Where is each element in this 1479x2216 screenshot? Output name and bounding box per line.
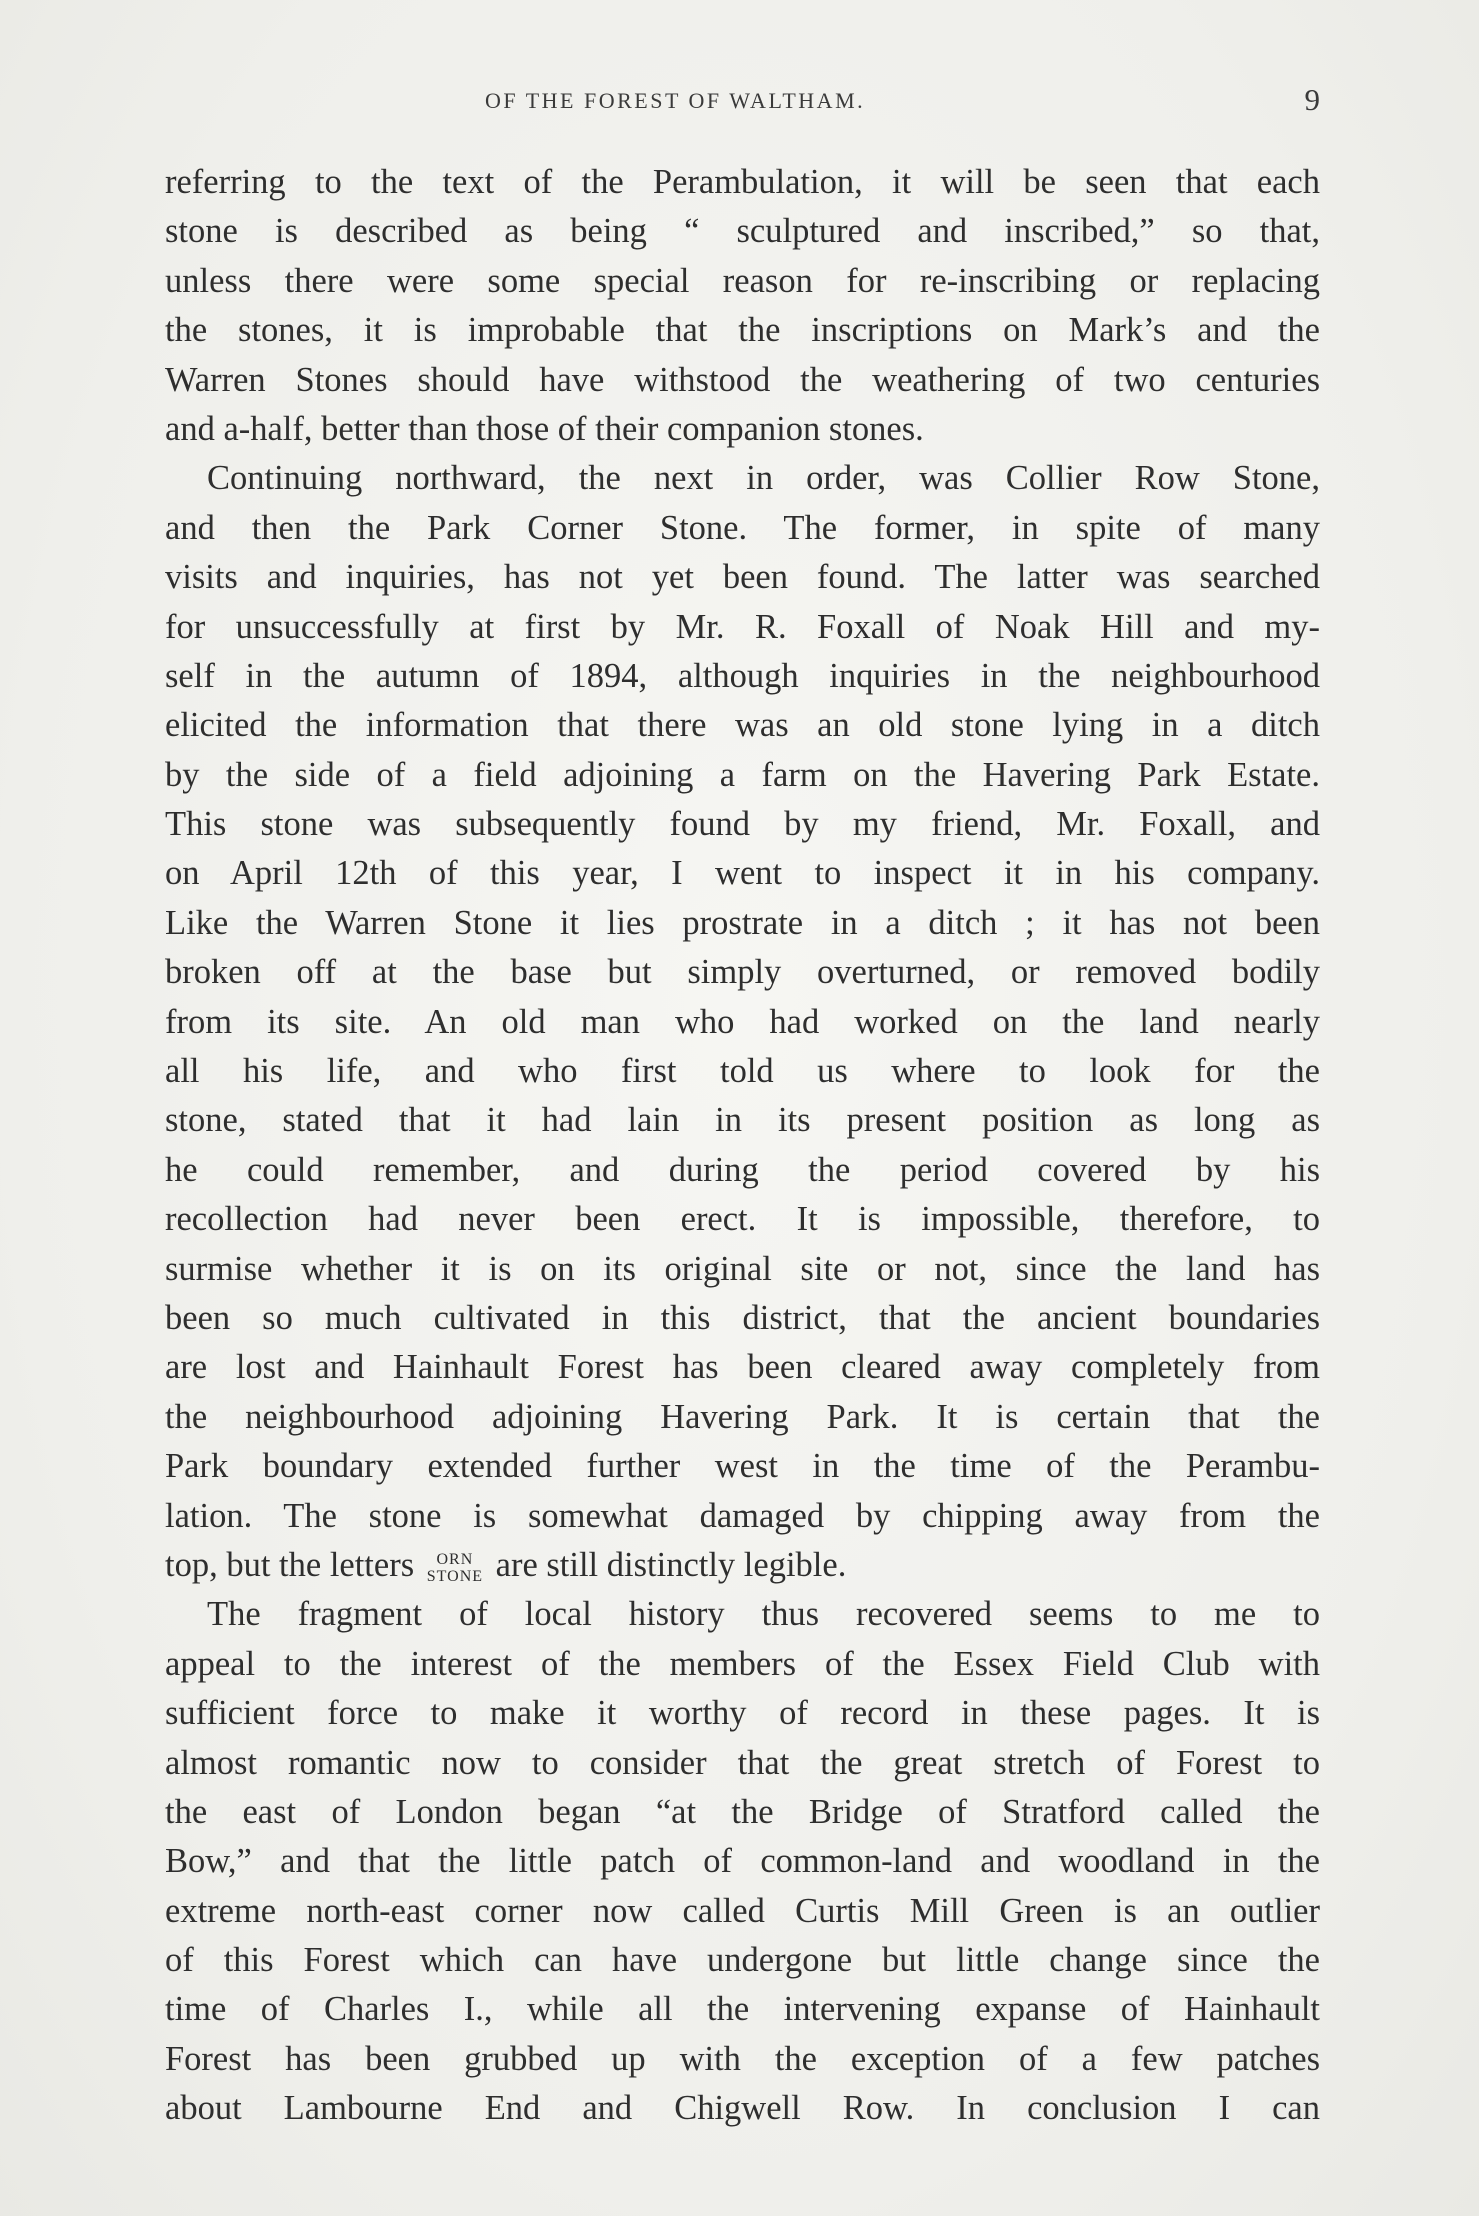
text-line: the stones, it is improbable that the inscriptions on Mark’s and the — [165, 311, 1320, 350]
text-line: Park boundary extended further west in the time of the Perambu- — [165, 1447, 1320, 1486]
text-line: extreme north-east corner now called Curtis Mill Green is an outlier — [165, 1891, 1320, 1930]
inscription-line — [165, 1541, 1320, 1590]
text-line: Forest has been grubbed up with the exception of a few patches — [165, 2039, 1320, 2078]
body-text — [165, 158, 1320, 2134]
inscription-bottom: STONE — [426, 1567, 484, 1585]
text-line: been so much cultivated in this district, that the ancient boundaries — [165, 1298, 1320, 1337]
text-line: by the side of a field adjoining a farm on the Havering Park Estate. — [165, 755, 1320, 794]
text-line: visits and inquiries, has not yet been found. The latter was searched — [165, 558, 1320, 597]
text-line: lation. The stone is somewhat damaged by chipping away from the — [165, 1496, 1320, 1535]
running-head: OF THE FOREST OF WALTHAM. — [485, 88, 866, 113]
text-line: referring to the text of the Perambulation, it will be seen that each — [165, 163, 1320, 201]
text-line: Like the Warren Stone it lies prostrate in a ditch ; it has not been — [165, 903, 1320, 942]
stone-inscription — [427, 1552, 483, 1585]
text-line: elicited the information that there was an old stone lying in a ditch — [165, 706, 1320, 745]
inscription-top: ORN — [436, 1550, 474, 1568]
page-number: 9 — [1304, 82, 1320, 117]
text-line: and then the Park Corner Stone. The former, in spite of many — [165, 508, 1320, 547]
text-line: time of Charles I., while all the intervening expanse of Hainhault — [165, 1990, 1320, 2029]
text-line: This stone was subsequently found by my friend, Mr. Foxall, and — [165, 805, 1320, 844]
text-line: Bow,” and that the little patch of common-land and woodland in the — [165, 1842, 1320, 1881]
text-line: appeal to the interest of the members of the Essex Field Club with — [165, 1644, 1320, 1683]
text-line: all his life, and who first told us where to look for the — [165, 1052, 1320, 1091]
text-line: broken off at the base but simply overturned, or removed bodily — [165, 953, 1320, 992]
text-line: surmise whether it is on its original site or not, since the land has — [165, 1249, 1320, 1288]
text-line: he could remember, and during the period covered by his — [165, 1150, 1320, 1189]
text-line: recollection had never been erect. It is impossible, therefore, to — [165, 1200, 1320, 1239]
text-line: Warren Stones should have withstood the weathering of two centuries — [165, 360, 1320, 399]
text-line: unless there were some special reason for re-inscribing or replacing — [165, 261, 1320, 300]
text-line: The fragment of local history thus recovered seems to me to — [207, 1595, 1320, 1634]
text-line: for unsuccessfully at first by Mr. R. Foxall of Noak Hill and my- — [165, 607, 1320, 646]
text-line: of this Forest which can have undergone but little change since the — [165, 1941, 1320, 1980]
text-line: are lost and Hainhault Forest has been cleared away completely from — [165, 1348, 1320, 1387]
text-line: almost romantic now to consider that the great stretch of Forest to — [165, 1743, 1320, 1782]
text-line: Continuing northward, the next in order, was Collier Row Stone, — [207, 459, 1320, 498]
text-line: the neighbourhood adjoining Havering Park. It is certain that the — [165, 1397, 1320, 1436]
text-line: self in the autumn of 1894, although inquiries in the neighbourhood — [165, 656, 1320, 695]
text-line: stone, stated that it had lain in its present position as long as — [165, 1101, 1320, 1140]
text-line: and a-half, better than those of their companion stones. — [165, 409, 924, 448]
text-line: the east of London began “at the Bridge of Stratford called the — [165, 1792, 1320, 1831]
text-line: on April 12th of this year, I went to inspect it in his company. — [165, 854, 1320, 893]
page-header — [165, 82, 1320, 128]
text-line: stone is described as being “ sculptured and inscribed,” so that, — [165, 212, 1320, 251]
text-line: about Lambourne End and Chigwell Row. In conclusion I can — [165, 2089, 1320, 2128]
text-line: sufficient force to make it worthy of record in these pages. It is — [165, 1694, 1320, 1733]
text-line: from its site. An old man who had worked on the land nearly — [165, 1002, 1320, 1041]
inscription-line-before: top, but the letters — [165, 1545, 415, 1584]
inscription-line-after: are still distinctly legible. — [495, 1545, 847, 1584]
